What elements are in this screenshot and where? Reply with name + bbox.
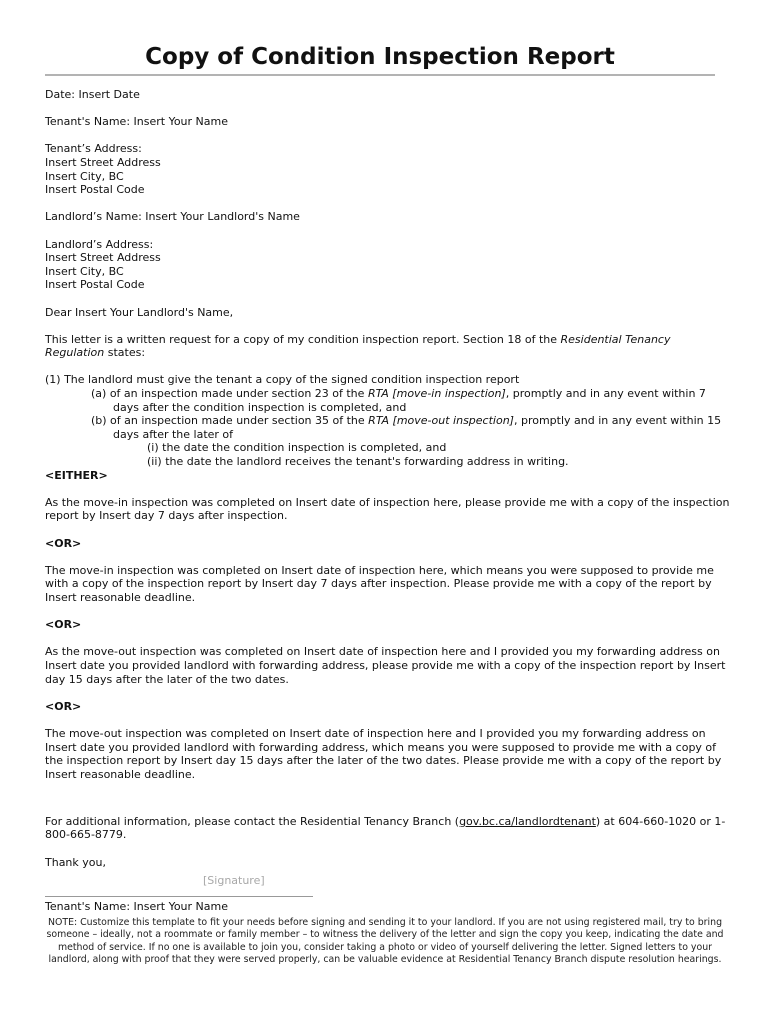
date-line: Date: Insert Date <box>45 88 140 101</box>
tenant-postal: Insert Postal Code <box>45 183 145 197</box>
landlord-address <box>45 238 730 292</box>
option-3: As the move-out inspection was completed on Insert date of inspection here and I provided you my forwarding address on Insert date you provided landlord with forwarding address, please provide me with a copy of the inspection report by Insert day 15 days after the later of the two dates. <box>45 645 726 686</box>
note-text: NOTE: Customize this template to fit your needs before signing and sending it to your landlord. If you are not using registered mail, try to bring someone – ideally, not a roommate or family member – to witness the delivery of the letter and sign the copy you keep, indicating the date and method of service. If no one is available to join you, consider taking a photo or video of yourself delivering the letter. Signed letters to your landlord, along with proof that they were served properly, can be valuable evidence at Residential Tenancy Branch dispute resolution hearings. <box>46 917 724 966</box>
tenant-address <box>45 142 730 196</box>
tenant-address-label: Tenant’s Address: <box>45 142 142 156</box>
title-divider <box>45 74 715 76</box>
regulation-a-suffix: , promptly and in any event within 7 days after the condition inspection is completed, and <box>113 387 706 414</box>
signature-line <box>45 896 313 897</box>
regulation-quote <box>45 373 730 468</box>
tenant-signature-name: Tenant's Name: Insert Your Name <box>45 900 228 913</box>
signature-placeholder: [Signature] <box>203 874 265 887</box>
landlord-name-line: Landlord’s Name: Insert Your Landlord's Name <box>45 210 300 224</box>
regulation-b-suffix: , promptly and in any event within 15 days after the later of <box>113 414 722 441</box>
option-1: As the move-in inspection was completed on Insert date of inspection here, please provide me with a copy of the inspection report by Insert day 7 days after inspection. <box>45 495 730 523</box>
salutation: Dear Insert Your Landlord's Name, <box>45 305 234 319</box>
option-2: The move-in inspection was completed on Insert date of inspection here, which means you were supposed to provide me with a copy of the inspection report by Insert day 7 days after inspection. Please provide me with a copy of the report by Insert reasonable deadline. <box>45 563 714 604</box>
either-label: <EITHER> <box>45 468 108 482</box>
landlord-postal: Insert Postal Code <box>45 278 145 292</box>
regulation-item-a <box>45 387 730 414</box>
landlord-city: Insert City, BC <box>45 264 124 278</box>
or-label-2: <OR> <box>45 618 82 632</box>
option-4: The move-out inspection was completed on Insert date of inspection here and I provided you my forwarding address on Insert date you provided landlord with forwarding address, which means you were supposed to provide me with a copy of the inspection report by Insert day 15 days after the later of the two dates. Please provide me with a copy of the report by Insert reasonable deadline. <box>45 726 722 781</box>
tenant-city: Insert City, BC <box>45 169 124 183</box>
closing: Thank you, <box>45 855 106 869</box>
landlord-address-label: Landlord’s Address: <box>45 237 154 251</box>
or-label-1: <OR> <box>45 536 82 550</box>
or-label-3: <OR> <box>45 699 82 713</box>
regulation-item-1: (1) The landlord must give the tenant a copy of the signed condition inspection report <box>45 373 520 387</box>
tenant-street: Insert Street Address <box>45 155 161 169</box>
intro-end: states: <box>104 346 146 360</box>
regulation-item-b <box>45 414 730 441</box>
rtb-website-link[interactable]: gov.bc.ca/landlordtenant <box>459 814 596 828</box>
tenant-name-line: Tenant's Name: Insert Your Name <box>45 115 228 129</box>
page-title: Copy of Condition Inspection Report <box>145 44 615 70</box>
regulation-item-ii: (ii) the date the landlord receives the tenant's forwarding address in writing. <box>147 455 569 469</box>
regulation-b-prefix: (b) of an inspection made under section 35 of the <box>91 414 369 428</box>
regulation-a-prefix: (a) of an inspection made under section 23 of the <box>91 387 368 401</box>
contact-paragraph <box>45 815 730 842</box>
regulation-item-i: (i) the date the condition inspection is completed, and <box>147 441 447 455</box>
contact-suffix: ) at 604-660-1020 or 1-800-665-8779. <box>45 814 726 842</box>
letter-body <box>45 88 730 869</box>
regulation-b-act: RTA [move-out inspection] <box>368 414 514 428</box>
landlord-street: Insert Street Address <box>45 251 161 265</box>
contact-prefix: For additional information, please contact the Residential Tenancy Branch ( <box>45 814 460 828</box>
intro-regulation-name: Residential Tenancy Regulation <box>45 332 671 360</box>
intro-paragraph <box>45 333 730 360</box>
intro-text: This letter is a written request for a copy of my condition inspection report. Section 18 of the <box>45 332 561 346</box>
regulation-a-act: RTA [move-in inspection] <box>367 387 506 401</box>
